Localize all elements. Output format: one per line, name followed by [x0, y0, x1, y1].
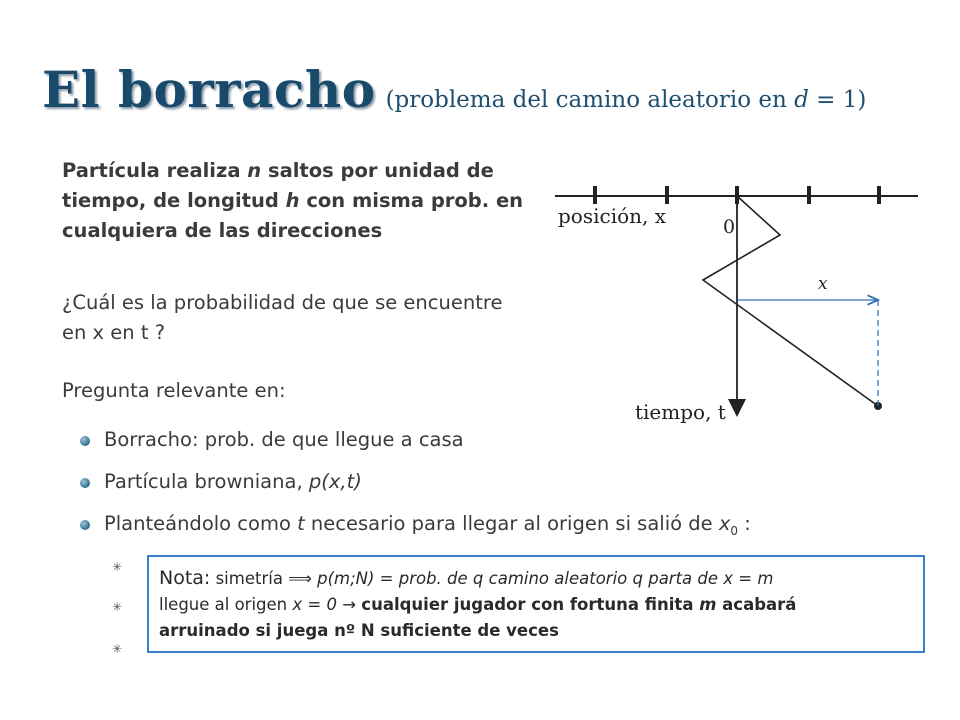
- note-box: [147, 555, 925, 653]
- bullet-var-t: t: [297, 512, 305, 535]
- bullet-brownian: [80, 470, 362, 493]
- implies-arrow-icon: ⟹: [288, 569, 312, 588]
- subtitle-var: d: [794, 87, 809, 113]
- bullet-text-2: necesario para llegar al origen si salió de: [304, 512, 719, 535]
- x-label: x: [818, 274, 828, 294]
- p1-text-1: Partícula realiza: [62, 159, 248, 182]
- position-label: posición, x: [558, 204, 667, 228]
- probability-question: ¿Cuál es la probabilidad de que se encuentre en x en t ?: [62, 291, 503, 344]
- star-bullet-icon: ✳: [112, 560, 123, 574]
- zero-label: 0: [723, 216, 736, 238]
- subtitle-suffix: = 1): [808, 87, 867, 113]
- relevance-heading: Pregunta relevante en:: [62, 379, 286, 402]
- note-line-2: [159, 592, 913, 618]
- slide-title: [42, 60, 866, 119]
- bullet-first-passage: [80, 512, 751, 538]
- note-bold-text-2: acabará: [716, 595, 797, 614]
- note-line-1: [159, 565, 913, 592]
- note-var-m: m: [699, 595, 717, 614]
- title-subtitle: [386, 87, 867, 113]
- bullet-text: Partícula browniana,: [104, 470, 309, 493]
- bullet-borracho: [80, 428, 464, 451]
- title-main: El borracho: [42, 60, 376, 119]
- random-walk-diagram: [550, 170, 930, 430]
- p1-text-2: saltos por unidad de tiempo, de longitud: [62, 159, 494, 212]
- p1-text-3: con misma prob. en cualquiera de las direcciones: [62, 189, 524, 242]
- p1-var-h: h: [285, 189, 300, 212]
- note-formula: p(m;N) = prob. de q camino aleatorio q parta de: [317, 569, 724, 588]
- note-text: simetría: [210, 569, 289, 588]
- note-bold-text-3: arruinado si juega nº N suficiente de veces: [159, 621, 559, 640]
- bullet-text: Borracho: prob. de que llegue a casa: [104, 428, 464, 451]
- note-arrow: →: [336, 595, 362, 614]
- star-bullet-icon: ✳: [112, 642, 123, 656]
- time-label: tiempo, t: [635, 400, 726, 424]
- bullet-sub-0: 0: [730, 523, 739, 538]
- note-line-3: [159, 618, 913, 644]
- bullet-formula: p(x,t): [308, 470, 362, 493]
- bullet-var-x: x: [718, 512, 731, 535]
- subtitle-prefix: (problema del camino aleatorio en: [385, 87, 795, 113]
- particle-description: [62, 156, 532, 246]
- bullet-dot-icon: [80, 478, 90, 488]
- bullet-text: Planteándolo como: [104, 512, 298, 535]
- bullet-dot-icon: [80, 436, 90, 446]
- star-bullet-icon: ✳: [112, 600, 123, 614]
- bullet-colon: :: [738, 512, 751, 535]
- bullet-dot-icon: [80, 520, 90, 530]
- note-x-m: x = m: [723, 569, 774, 588]
- note-text: llegue al origen: [159, 595, 293, 614]
- note-x-0: x = 0: [292, 595, 337, 614]
- note-bold-text: cualquier jugador con fortuna finita: [361, 595, 700, 614]
- p1-var-n: n: [247, 159, 262, 182]
- note-label: Nota:: [159, 567, 211, 589]
